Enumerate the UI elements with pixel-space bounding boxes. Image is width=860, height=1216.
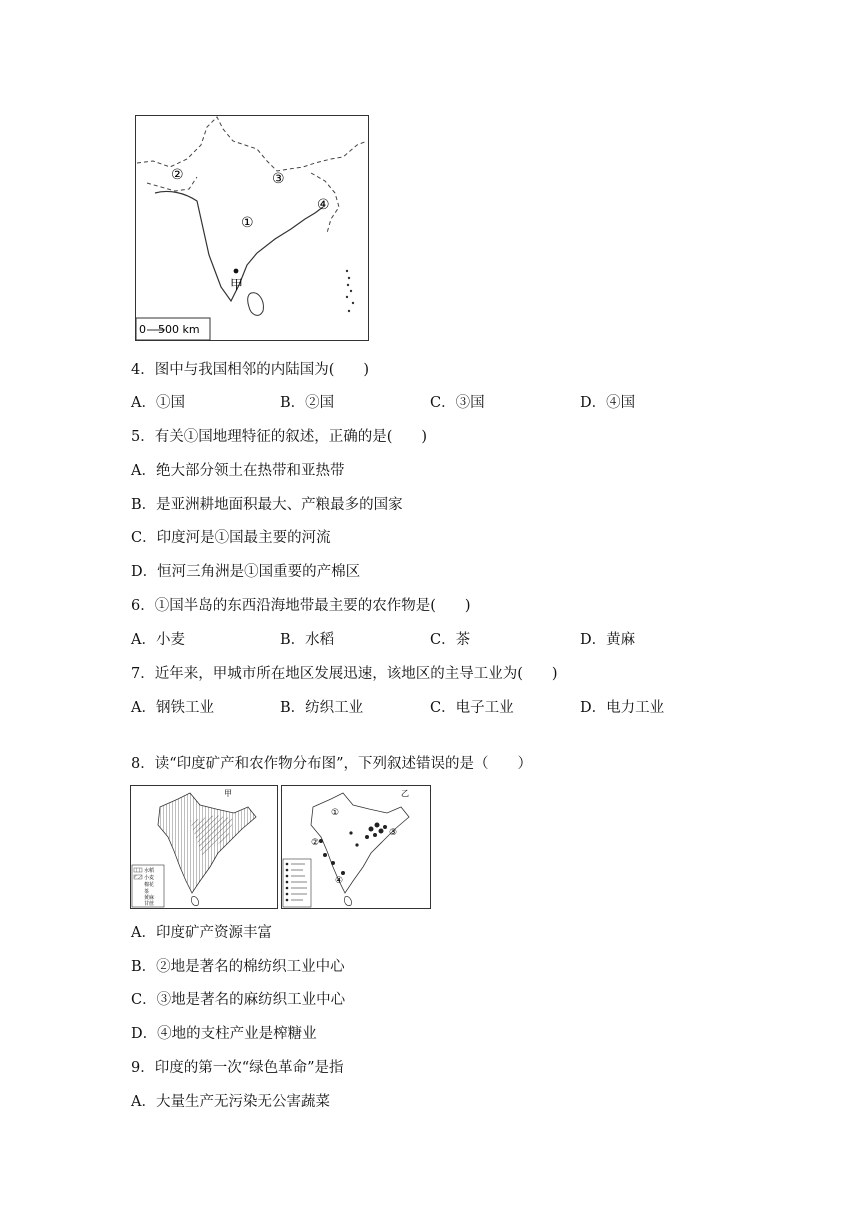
q7-option-c[interactable]: C．电子工业 bbox=[430, 700, 514, 716]
legend-wheat: 小麦 bbox=[144, 875, 155, 881]
q8-option-c[interactable]: C．③地是著名的麻纺织工业中心 bbox=[131, 992, 346, 1008]
marker-2: ② bbox=[171, 167, 184, 183]
india-minerals-map bbox=[281, 785, 431, 909]
city-label: 甲 bbox=[230, 278, 244, 293]
marker-1: ① bbox=[241, 215, 254, 231]
q6-option-c[interactable]: C．茶 bbox=[430, 632, 471, 648]
question-7-stem: 7．近年来，甲城市所在地区发展迅速，该地区的主导工业为( ) bbox=[131, 666, 558, 682]
india-crops-map bbox=[130, 785, 278, 909]
q8-option-b[interactable]: B．②地是著名的棉纺织工业中心 bbox=[131, 959, 345, 975]
q6-option-b[interactable]: B．水稻 bbox=[280, 632, 335, 648]
right-marker-1: ① bbox=[331, 808, 340, 818]
q7-option-d[interactable]: D．电力工业 bbox=[580, 700, 665, 716]
marker-3: ③ bbox=[272, 171, 285, 187]
question-6-stem: 6．①国半岛的东西沿海地带最主要的农作物是( ) bbox=[131, 598, 471, 614]
q4-option-a[interactable]: A．①国 bbox=[131, 395, 185, 411]
question-5-stem: 5．有关①国地理特征的叙述，正确的是( ) bbox=[131, 429, 428, 445]
q9-option-a[interactable]: A．大量生产无污染无公害蔬菜 bbox=[131, 1094, 330, 1110]
legend-cotton: 棉花 bbox=[144, 882, 155, 888]
q8-option-a[interactable]: A．印度矿产资源丰富 bbox=[131, 925, 272, 941]
q8-option-d[interactable]: D．④地的支柱产业是榨糖业 bbox=[131, 1026, 317, 1042]
q6-option-a[interactable]: A．小麦 bbox=[131, 632, 185, 648]
q5-option-d[interactable]: D．恒河三角洲是①国重要的产棉区 bbox=[131, 564, 361, 580]
right-marker-4: ④ bbox=[335, 876, 344, 886]
right-marker-2: ② bbox=[311, 838, 320, 848]
q4-option-c[interactable]: C．③国 bbox=[430, 395, 485, 411]
city-dot bbox=[234, 269, 239, 274]
q5-option-a[interactable]: A．绝大部分领土在热带和亚热带 bbox=[131, 463, 345, 479]
map-left-label: 甲 bbox=[224, 789, 232, 798]
marker-4: ④ bbox=[317, 197, 330, 213]
q5-option-c[interactable]: C．印度河是①国最主要的河流 bbox=[131, 530, 331, 546]
q4-option-d[interactable]: D．④国 bbox=[580, 395, 636, 411]
question-8-stem: 8．读“印度矿产和农作物分布图”，下列叙述错误的是（ ） bbox=[131, 756, 533, 772]
right-marker-3: ③ bbox=[389, 828, 398, 838]
q7-option-b[interactable]: B．纺织工业 bbox=[280, 700, 364, 716]
q4-option-b[interactable]: B．②国 bbox=[280, 395, 335, 411]
map-right-label: 乙 bbox=[401, 789, 409, 798]
legend-tea: 茶 bbox=[144, 889, 150, 895]
question-4-stem: 4．图中与我国相邻的内陆国为( ) bbox=[131, 362, 370, 378]
south-asia-map bbox=[135, 115, 369, 341]
crop-legend bbox=[132, 865, 164, 907]
q6-option-d[interactable]: D．黄麻 bbox=[580, 632, 636, 648]
q5-option-b[interactable]: B．是亚洲耕地面积最大、产粮最多的国家 bbox=[131, 497, 403, 513]
legend-sugarcane: 甘蔗 bbox=[144, 901, 155, 907]
legend-jute: 黄麻 bbox=[144, 895, 155, 901]
legend-rice: 水稻 bbox=[144, 868, 155, 874]
scale-label: 500 km bbox=[158, 323, 200, 336]
question-9-stem: 9．印度的第一次“绿色革命”是指 bbox=[131, 1060, 344, 1076]
scale-zero: 0 bbox=[139, 323, 146, 336]
q7-option-a[interactable]: A．钢铁工业 bbox=[131, 700, 214, 716]
